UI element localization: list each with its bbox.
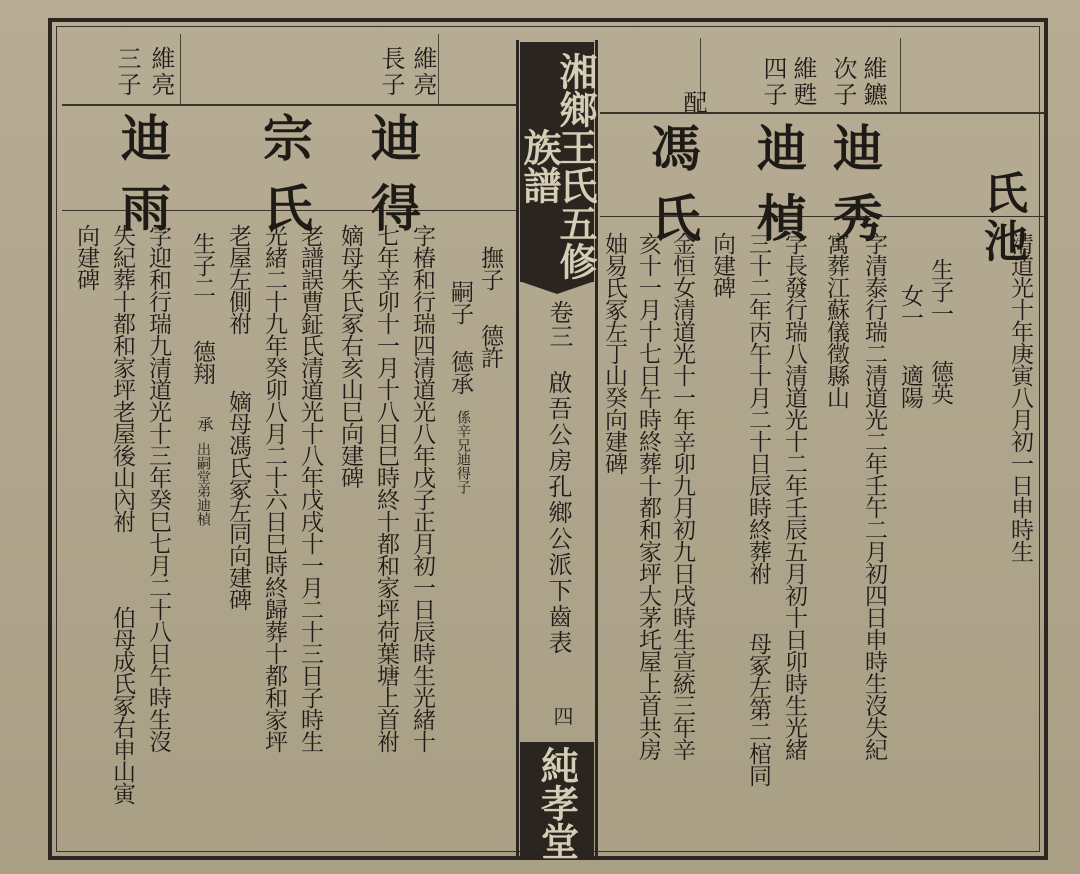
record-text: 字迎和行瑞九清道光十三年癸巳七月二十八日午時生沒 — [145, 224, 171, 752]
record-text: 生子二 — [189, 232, 215, 298]
order-label: 次子 — [829, 56, 857, 108]
col-rule — [900, 38, 901, 112]
page-number: 四 — [550, 706, 574, 726]
gen-label: 維鑣 — [859, 56, 887, 108]
far-birth: 清道光十年庚寅八月初一日申時生 — [1007, 232, 1033, 562]
record-text: 失紀葬十都和家坪老屋後山內祔 — [109, 224, 135, 532]
record-text: 適陽 — [897, 364, 923, 408]
person-name: 迪雨 — [113, 112, 172, 252]
order-label: 三子 — [113, 46, 141, 98]
branch-line: 啟吾公房孔鄉公派下齒表 — [544, 370, 572, 656]
record-text: 七年辛卯十一月十八日巳時終十都和家坪荷葉塘上首祔 — [373, 224, 399, 752]
record-text: 字清泰行瑞二清道光二年壬午二月初四日申時生沒失紀 — [861, 232, 887, 760]
record-text: 母冢左第二棺同 — [745, 632, 771, 786]
person-name: 宗氏 — [255, 112, 314, 252]
record-text: 嫡母朱氏冢右亥山巳向建碑 — [337, 224, 363, 488]
record-text: 嗣子 — [447, 280, 473, 324]
record-text: 老屋左側祔 — [225, 224, 251, 334]
record-text: 字椿和行瑞四清道光八年戊子正月初一日辰時生光緒十 — [409, 224, 435, 752]
record-text: 德承 — [447, 350, 473, 394]
record-text: 德英 — [927, 360, 953, 404]
person-name: 迪得 — [363, 112, 422, 252]
header-rule-right — [600, 112, 1044, 114]
far-name: 氏池 — [976, 170, 1027, 266]
record-text: 光緒二十九年癸卯八月二十六日巳時終歸葬十都和家坪 — [261, 224, 287, 752]
person-name: 迪秀 — [825, 122, 884, 262]
person-name: 迪楨 — [749, 122, 808, 262]
record-text: 字長發行瑞八清道光十二年壬辰五月初十日卯時生光緒 — [781, 232, 807, 760]
record-text: 寓葬江蘇儀徵縣山 — [823, 232, 849, 408]
order-label: 長子 — [377, 46, 405, 98]
header-rule-left — [62, 104, 518, 106]
hall-name: 純孝堂 — [520, 742, 594, 860]
record-text: 德許 — [477, 324, 503, 368]
record-text: 伯母成氏冢右申山寅 — [109, 606, 135, 804]
col-rule — [438, 34, 439, 104]
record-text: 女一 — [897, 284, 923, 328]
spouse-label: 配 — [679, 90, 707, 116]
record-text: 生子一 — [927, 258, 953, 324]
record-text: 撫子 — [477, 246, 503, 290]
gen-label: 維甦 — [789, 56, 817, 108]
record-text: 亥十一月十七日午時終葬十都和家坪大茅圫屋上首共房 — [635, 232, 661, 760]
book-title: 湘鄉王氏五修族譜 — [520, 42, 594, 282]
record-note: 係辛兄迪得子 — [455, 410, 471, 494]
order-label: 四子 — [759, 56, 787, 108]
record-note: 出嗣堂弟迪楨 — [195, 442, 211, 526]
record-text: 嫡母馮氏冢左同向建碑 — [225, 390, 251, 610]
record-text: 妯易氏冢左丁山癸向建碑 — [601, 232, 627, 474]
record-text: 承 — [195, 416, 214, 431]
record-text: 三十二年丙午十月二十日辰時終葬祔 — [745, 232, 771, 584]
record-text: 老譜誤曹鉦氏清道光十八年戊戌十一月二十三日子時生 — [297, 224, 323, 752]
gen-label: 維亮 — [147, 46, 175, 98]
record-text: 金恒女清道光十一年辛卯九月初九日戌時生宣統三年辛 — [669, 232, 695, 760]
record-text: 向建碑 — [73, 224, 99, 290]
volume-label: 卷三 — [545, 300, 573, 348]
fishtail-mark — [522, 282, 592, 294]
person-name: 馮氏 — [643, 122, 702, 262]
record-text: 德翔 — [189, 340, 215, 384]
gen-label: 維亮 — [409, 46, 437, 98]
col-rule — [180, 34, 181, 104]
record-text: 向建碑 — [709, 232, 735, 298]
